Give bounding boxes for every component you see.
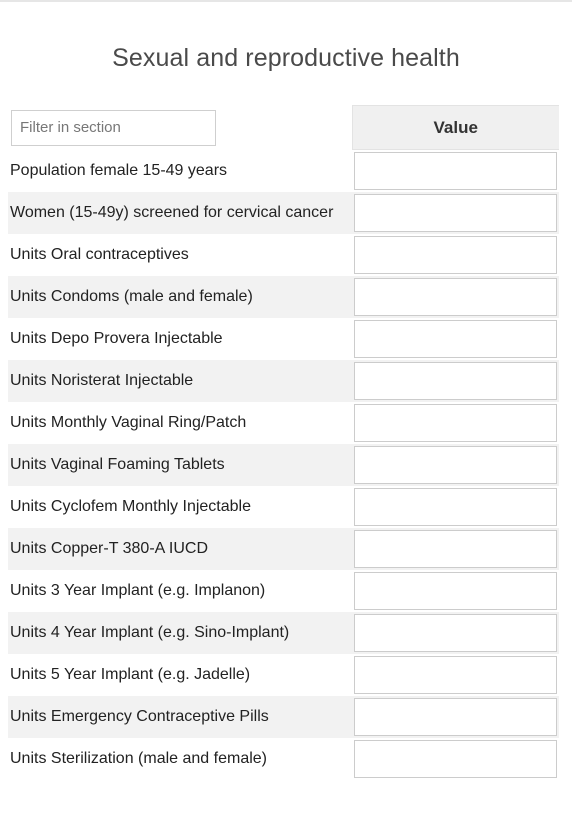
row-label: Units 4 Year Implant (e.g. Sino-Implant)	[8, 612, 352, 654]
row-value-input[interactable]	[354, 362, 557, 400]
row-value-cell	[352, 696, 559, 738]
table-row	[8, 486, 559, 528]
row-value-input[interactable]	[354, 236, 557, 274]
row-label: Units Cyclofem Monthly Injectable	[8, 486, 352, 528]
table-row	[8, 570, 559, 612]
row-value-input[interactable]	[354, 740, 557, 778]
row-value-input[interactable]	[354, 404, 557, 442]
row-value-cell	[352, 234, 559, 276]
row-label: Units 3 Year Implant (e.g. Implanon)	[8, 570, 352, 612]
row-label: Units Noristerat Injectable	[8, 360, 352, 402]
row-value-cell	[352, 276, 559, 318]
row-value-input[interactable]	[354, 614, 557, 652]
table-row	[8, 150, 559, 193]
row-value-input[interactable]	[354, 656, 557, 694]
row-value-input[interactable]	[354, 320, 557, 358]
table-row	[8, 402, 559, 444]
row-value-cell	[352, 528, 559, 570]
row-value-cell	[352, 150, 559, 193]
row-label: Units Emergency Contraceptive Pills	[8, 696, 352, 738]
table-row	[8, 654, 559, 696]
table-row	[8, 318, 559, 360]
table-row	[8, 192, 559, 234]
row-value-cell	[352, 444, 559, 486]
row-value-cell	[352, 738, 559, 780]
row-label: Population female 15-49 years	[8, 150, 352, 193]
row-label: Units Vaginal Foaming Tablets	[8, 444, 352, 486]
value-column-header: Value	[352, 106, 559, 150]
row-label: Units Oral contraceptives	[8, 234, 352, 276]
row-value-input[interactable]	[354, 152, 557, 190]
table-row	[8, 360, 559, 402]
table-row	[8, 612, 559, 654]
row-value-cell	[352, 570, 559, 612]
row-value-input[interactable]	[354, 194, 557, 232]
row-label: Units Sterilization (male and female)	[8, 738, 352, 780]
row-value-cell	[352, 318, 559, 360]
table-row	[8, 276, 559, 318]
row-label: Units 5 Year Implant (e.g. Jadelle)	[8, 654, 352, 696]
row-label: Units Copper-T 380-A IUCD	[8, 528, 352, 570]
table-row	[8, 738, 559, 780]
row-value-cell	[352, 612, 559, 654]
table-row	[8, 696, 559, 738]
data-entry-table	[8, 105, 559, 780]
filter-in-section-input[interactable]	[11, 110, 216, 146]
table-row	[8, 528, 559, 570]
top-divider	[0, 0, 572, 2]
filter-cell	[8, 106, 352, 150]
row-value-cell	[352, 654, 559, 696]
row-value-input[interactable]	[354, 488, 557, 526]
row-label: Units Depo Provera Injectable	[8, 318, 352, 360]
row-value-input[interactable]	[354, 446, 557, 484]
row-value-input[interactable]	[354, 698, 557, 736]
row-value-input[interactable]	[354, 572, 557, 610]
row-value-input[interactable]	[354, 278, 557, 316]
row-label: Units Monthly Vaginal Ring/Patch	[8, 402, 352, 444]
row-value-cell	[352, 402, 559, 444]
table-header-row	[8, 106, 559, 150]
row-label: Units Condoms (male and female)	[8, 276, 352, 318]
row-value-input[interactable]	[354, 530, 557, 568]
row-value-cell	[352, 486, 559, 528]
row-value-cell	[352, 192, 559, 234]
row-value-cell	[352, 360, 559, 402]
section-title: Sexual and reproductive health	[112, 44, 460, 72]
table-body	[8, 150, 559, 781]
table-row	[8, 234, 559, 276]
row-label: Women (15-49y) screened for cervical cancer	[8, 192, 352, 234]
table-row	[8, 444, 559, 486]
